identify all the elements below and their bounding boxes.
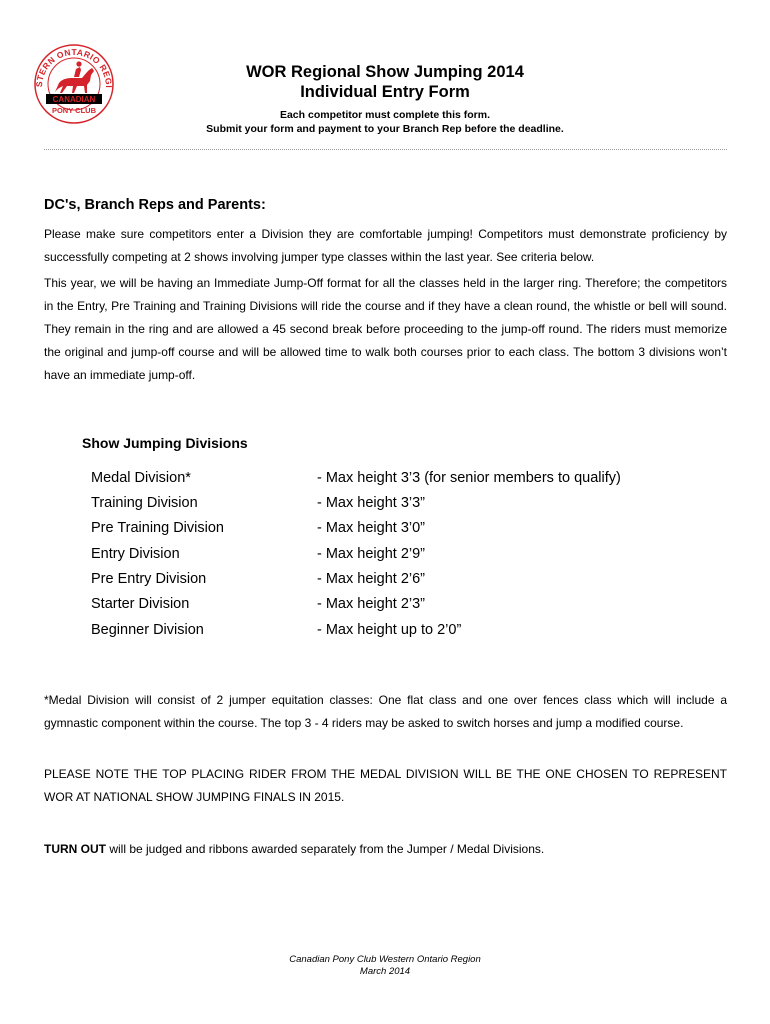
title-line-2: Individual Entry Form	[300, 83, 470, 101]
division-name: Beginner Division	[91, 622, 204, 638]
turnout-label: TURN OUT	[44, 842, 106, 856]
logo-arc-text: STERN ONTARIO REGI	[33, 46, 115, 89]
section-heading: DC's, Branch Reps and Parents:	[44, 197, 266, 213]
turnout-note	[44, 838, 727, 861]
division-row	[91, 596, 691, 621]
logo-bottom-text: PONY CLUB	[51, 106, 97, 115]
division-row	[91, 470, 691, 495]
division-height: - Max height up to 2’0”	[317, 622, 462, 638]
divisions-heading: Show Jumping Divisions	[82, 435, 248, 451]
division-row	[91, 571, 691, 596]
division-row	[91, 546, 691, 571]
logo-banner-text: CANADIAN	[52, 95, 96, 104]
subtitle-line-2: Submit your form and payment to your Branch Rep before the deadline.	[206, 123, 564, 135]
division-height: - Max height 3’0”	[317, 520, 425, 536]
turnout-text: will be judged and ribbons awarded separately from the Jumper / Medal Divisions.	[106, 842, 545, 856]
please-note: PLEASE NOTE THE TOP PLACING RIDER FROM THE MEDAL DIVISION WILL BE THE ONE CHOSEN TO REPRESENT WOR AT NATIONAL SHOW JUMPING FINALS IN 2015.	[44, 767, 727, 804]
division-height: - Max height 2’6”	[317, 571, 425, 587]
division-height: - Max height 3’3 (for senior members to qualify)	[317, 470, 621, 486]
division-row	[91, 520, 691, 545]
divider	[44, 149, 727, 150]
canadian-pony-club-logo	[33, 43, 115, 125]
division-name: Medal Division*	[91, 470, 191, 486]
subtitle-line-1: Each competitor must complete this form.	[279, 109, 491, 121]
division-height: - Max height 3’3”	[317, 495, 425, 511]
division-name: Starter Division	[91, 596, 190, 612]
medal-division-note: *Medal Division will consist of 2 jumper equitation classes: One flat class and one over fences class which will include a gymnastic component within the course. The top 3 - 4 riders may be asked to switch horses and jump a modified course.	[44, 693, 727, 730]
division-name: Pre Training Division	[91, 520, 224, 536]
footer	[235, 954, 535, 978]
division-height: - Max height 2’3”	[317, 596, 425, 612]
header	[130, 62, 640, 136]
division-name: Entry Division	[91, 546, 180, 562]
division-height: - Max height 2’9”	[317, 546, 425, 562]
title-line-1: WOR Regional Show Jumping 2014	[246, 63, 524, 81]
paragraph-proficiency: Please make sure competitors enter a Division they are comfortable jumping! Competitors must demonstrate proficiency by successfully competing at 2 shows involving jumper type classes within the last year. See criteria below.	[44, 227, 727, 264]
division-row	[91, 495, 691, 520]
paragraph-jump-off: This year, we will be having an Immediate Jump-Off format for all the classes held in the larger ring. Therefore; the competitors in the Entry, Pre Training and Training Divisions will ride the course and if they have a clean round, the whistle or bell will sound. They remain in the ring and are allowed a 45 second break before proceeding to the jump-off round. The riders must memorize the original and jump-off course and will be allowed time to walk both courses prior to each class. The bottom 3 divisions won’t have an immediate jump-off.	[44, 276, 727, 382]
footer-line-1: Canadian Pony Club Western Ontario Region	[289, 954, 481, 965]
division-name: Training Division	[91, 495, 198, 511]
division-name: Pre Entry Division	[91, 571, 207, 587]
horse-rider-icon	[55, 61, 94, 93]
footer-line-2: March 2014	[359, 966, 411, 977]
division-row	[91, 622, 691, 647]
